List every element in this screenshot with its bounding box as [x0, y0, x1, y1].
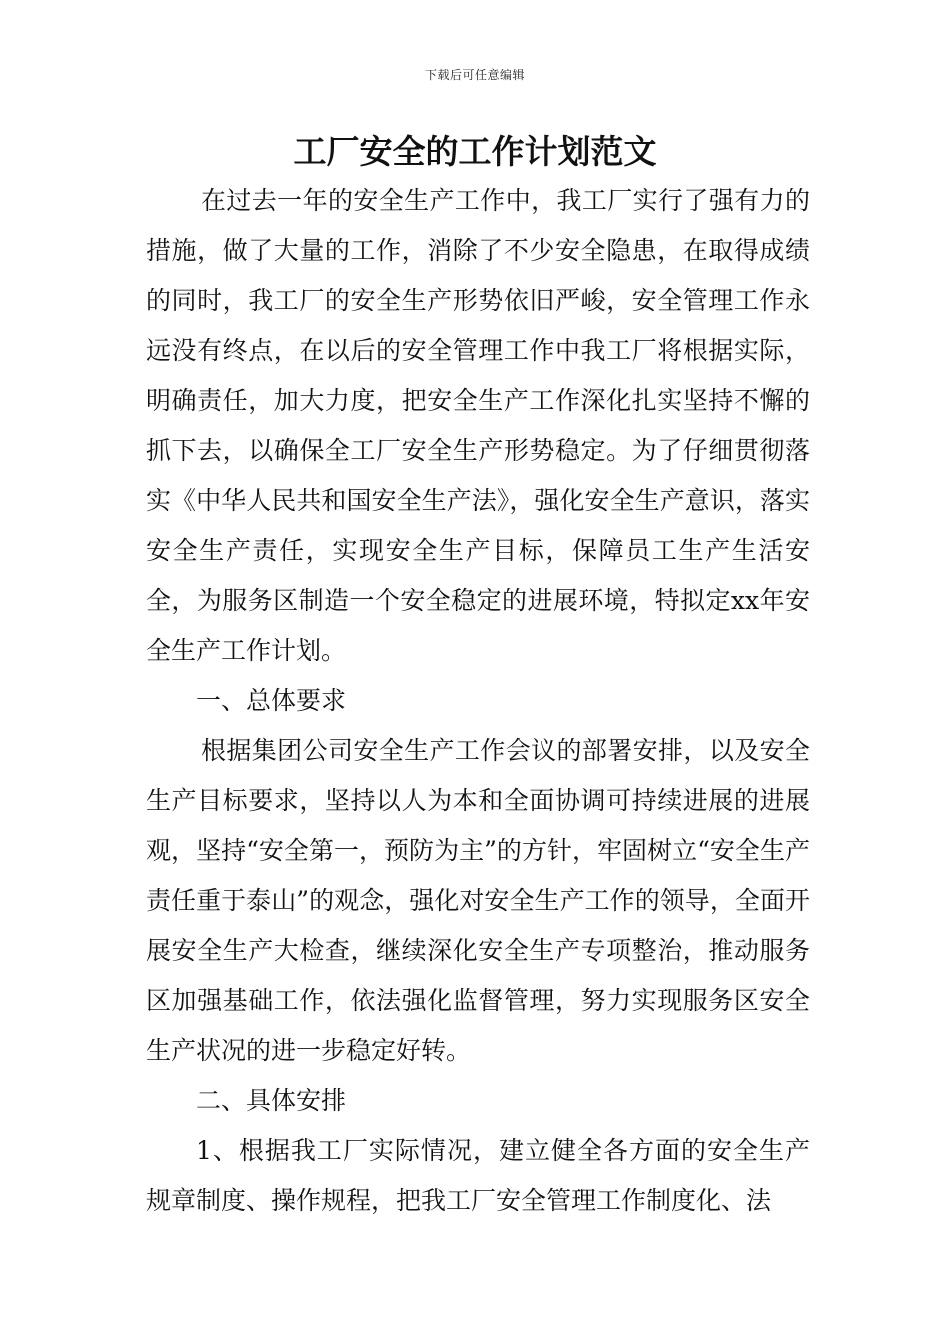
document-title: 工厂安全的工作计划范文	[293, 132, 657, 171]
header-note: 下载后可任意编辑	[424, 68, 525, 82]
general-requirements-paragraph: 根据集团公司安全生产工作会议的部署安排，以及安全生产目标要求，坚持以人为本和全面协调可持续进展的进展观，坚持“安全第一，预防为主”的方针，牢固树立“安全生产责任重于泰山”的观念，强化对安全生产工作的领导，全面开展安全生产大检查，继续深化安全生产专项整治，推动服务区加强基础工作，依法强化监督管理，努力实现服务区安全生产状况的进一步稳定好转。	[146, 736, 810, 1065]
document-body	[146, 176, 810, 1226]
section-heading-arrangements: 二、具体安排	[196, 1086, 347, 1115]
intro-paragraph: 在过去一年的安全生产工作中，我工厂实行了强有力的措施，做了大量的工作，消除了不少安全隐患，在取得成绩的同时，我工厂的安全生产形势依旧严峻，安全管理工作永远没有终点，在以后的安全管理工作中我工厂将根据实际，明确责任，加大力度，把安全生产工作深化扎实坚持不懈的抓下去，以确保全工厂安全生产形势稳定。为了仔细贯彻落实《中华人民共和国安全生产法》，强化安全生产意识，落实安全生产责任，实现安全生产目标，保障员工生产生活安全，为服务区制造一个安全稳定的进展环境，特拟定xx年安全生产工作计划。	[146, 186, 810, 665]
arrangement-item-1: 1、根据我工厂实际情况，建立健全各方面的安全生产规章制度、操作规程，把我工厂安全管理工作制度化、法	[146, 1136, 810, 1215]
section-heading-general: 一、总体要求	[196, 686, 347, 715]
